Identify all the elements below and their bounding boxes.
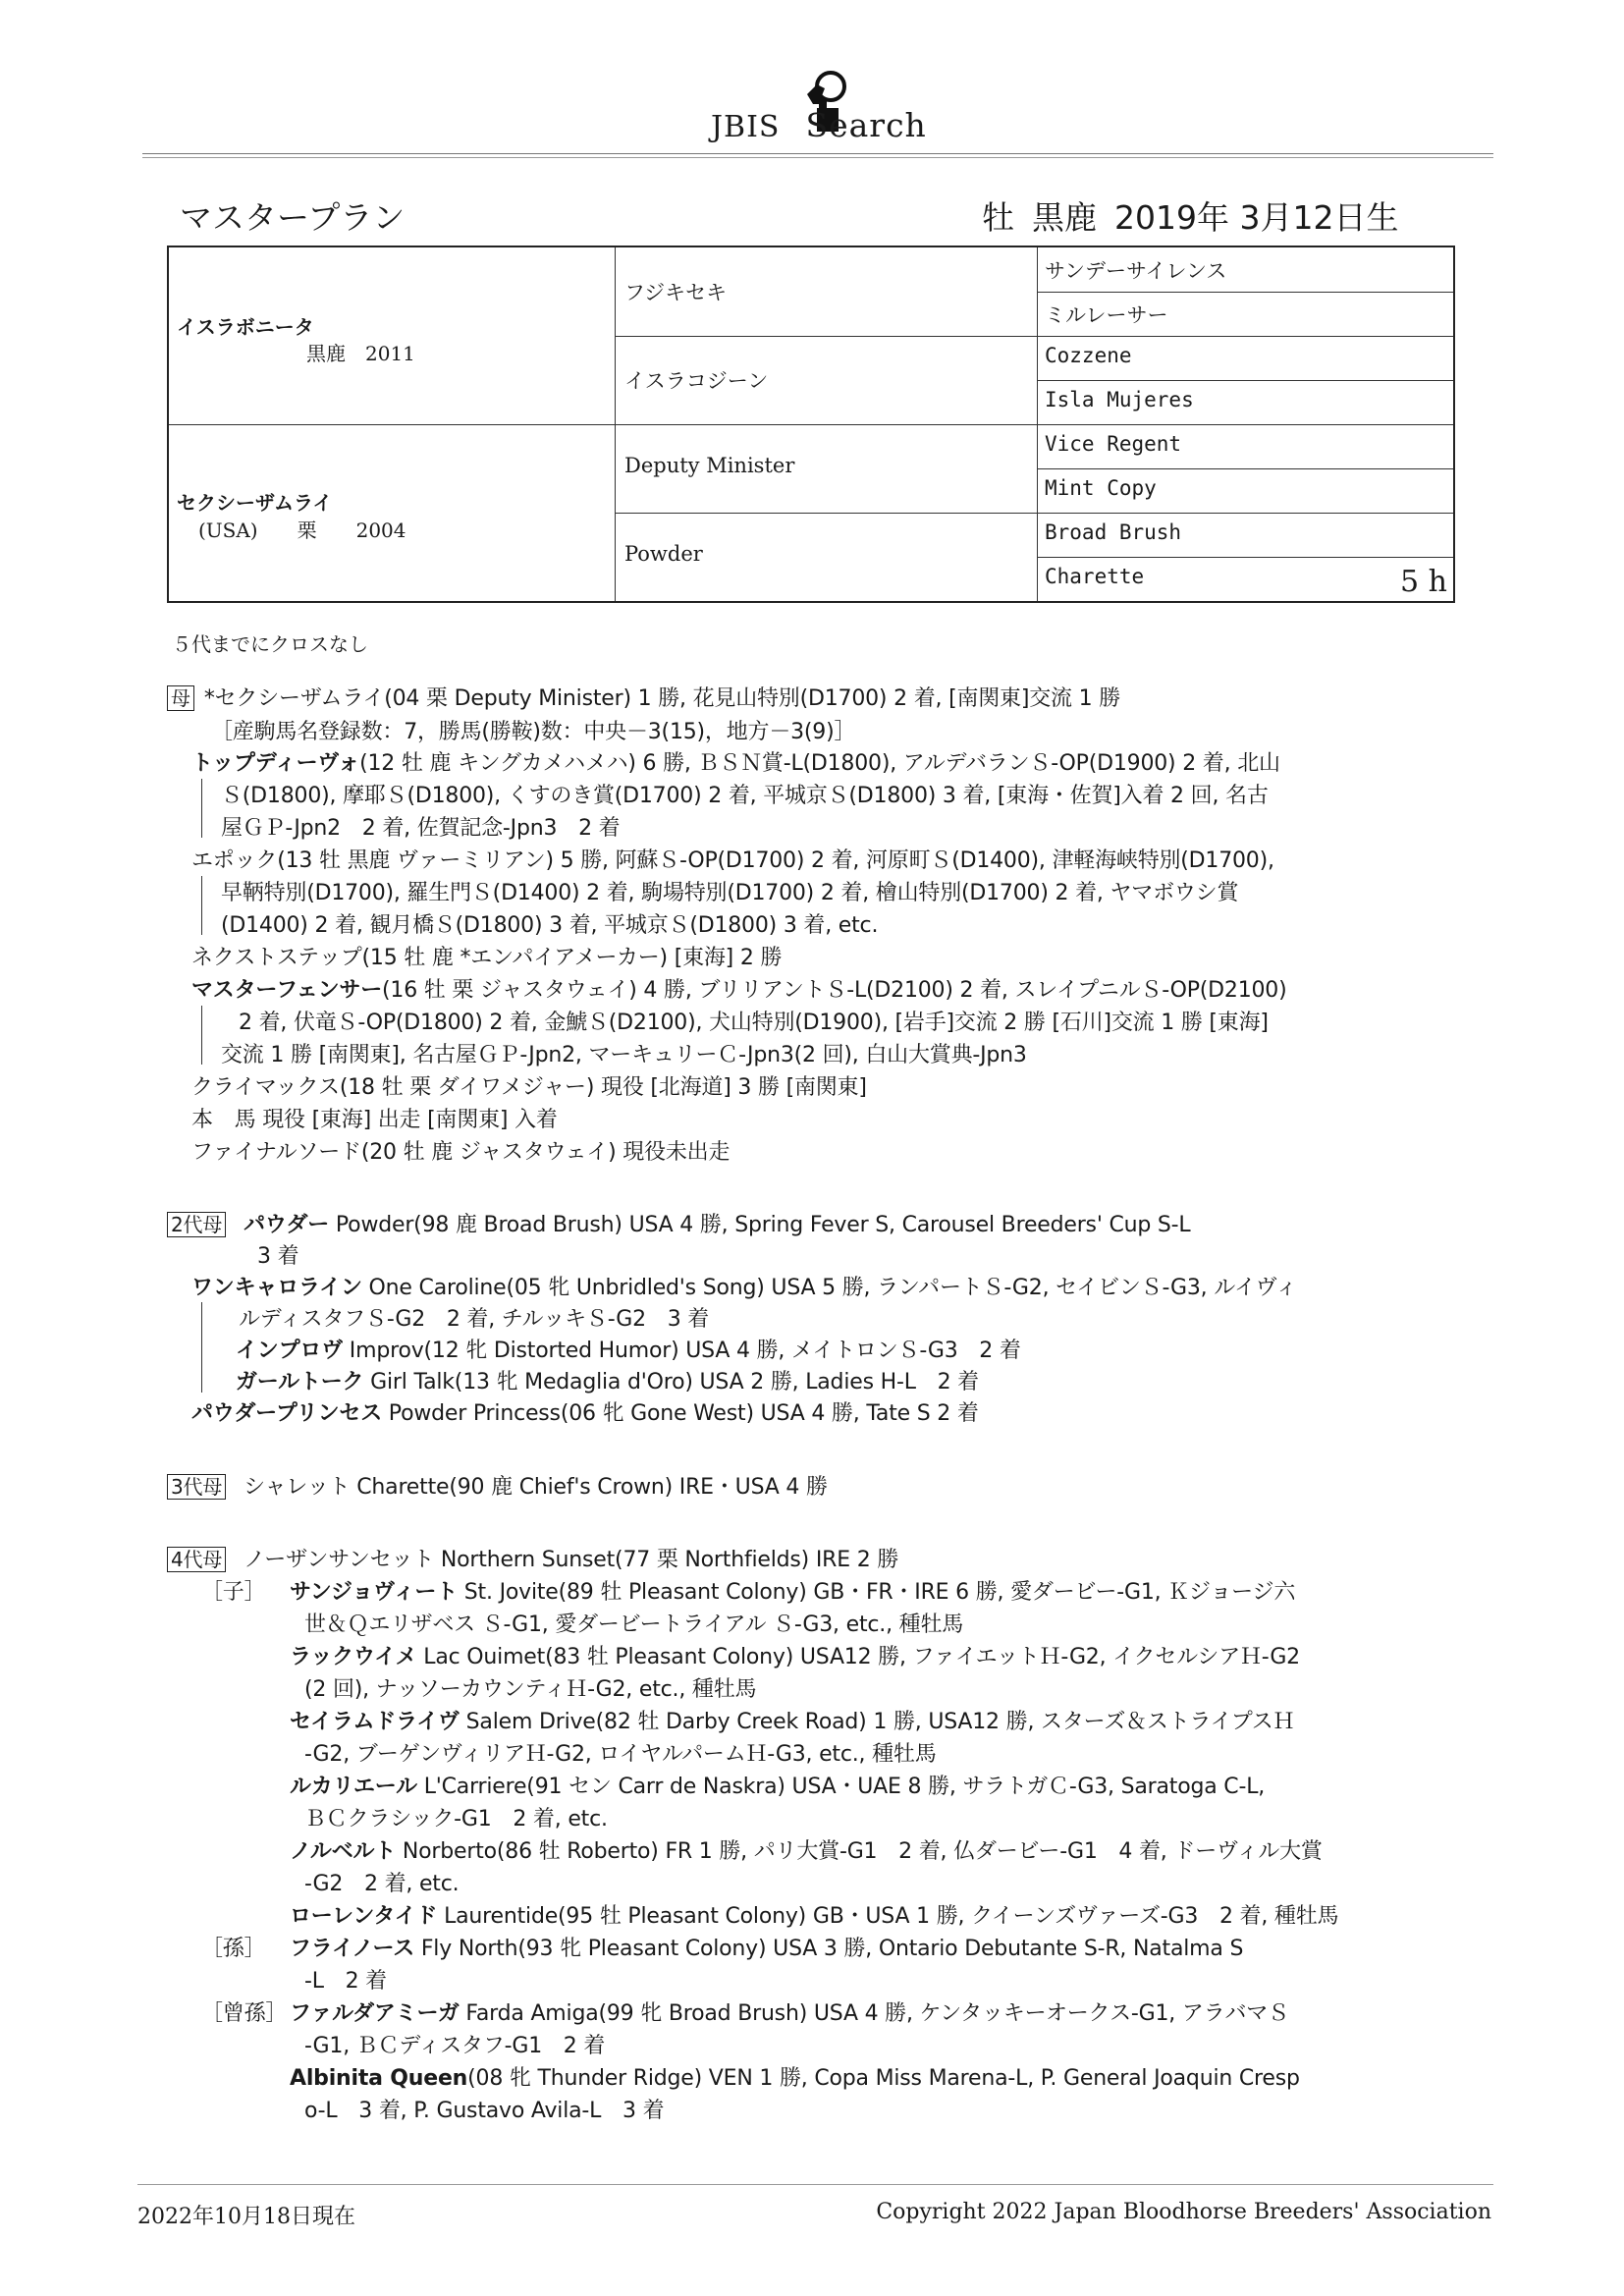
inbreed-badge: 5 h — [1400, 565, 1447, 599]
horse-birth: 2019年 3月12日生 — [1114, 198, 1399, 237]
pedigree-g3-4: Isla Mujeres — [1045, 388, 1194, 411]
second-dam-progeny: ルディスタフＳ-G2 2 着, チルッキＳ-G2 3 着 — [239, 1307, 710, 1332]
fourth-dam-line: 4代母 ノーザンサンセット Northern Sunset(77 栗 Northfields) IRE 2 勝 — [167, 1543, 898, 1573]
fourth-dam-progeny: (2 回), ナッソーカウンティＨ-G2, etc., 種牡馬 — [304, 1677, 757, 1702]
footer-rule — [137, 2184, 1493, 2185]
footer-copyright: Copyright 2022 Japan Bloodhorse Breeders' Association — [876, 2200, 1491, 2224]
pedigree-g3-8: Charette — [1045, 565, 1145, 588]
cross-note: ５代までにクロスなし — [172, 632, 368, 656]
progeny-line: ネクストステップ(15 牡 鹿 *エンパイアメーカー) [東海] 2 勝 — [191, 946, 783, 970]
progeny-line: 本 馬 現役 [東海] 出走 [南関東] 入着 — [191, 1108, 558, 1132]
sire-info: 黒鹿 2011 — [306, 342, 415, 365]
pedigree-g2-1: フジキセキ — [624, 281, 728, 304]
dam-name: セクシーザムライ — [177, 491, 333, 515]
pedigree-g2-2: イスラコジーン — [624, 369, 769, 393]
progeny-line: マスターフェンサー(16 牡 栗 ジャスタウェイ) 4 勝, ブリリアントＳ-L(D2100) 2 着, スレイプニルＳ-OP(D2100) — [191, 978, 1287, 1003]
dam-info: (USA) 栗 2004 — [198, 519, 406, 542]
pedigree-g2-4: Powder — [624, 542, 703, 566]
progeny-line: エポック(13 牡 黒鹿 ヴァーミリアン) 5 勝, 阿蘇Ｓ-OP(D1700) 2 着, 河原町Ｓ(D1400), 津軽海峡特別(D1700), — [191, 848, 1274, 873]
sire-name: イスラボニータ — [177, 315, 314, 339]
second-dam-line: 2代母 パウダー Powder(98 鹿 Broad Brush) USA 4 勝, Spring Fever S, Carousel Breeders' Cup S-L — [167, 1208, 1190, 1238]
horse-color: 黒鹿 — [1032, 198, 1097, 237]
logo-text: JBIS Search — [711, 106, 927, 144]
progeny-line: 早鞆特別(D1700), 羅生門Ｓ(D1400) 2 着, 駒場特別(D1700) 2 着, 檜山特別(D1700) 2 着, ヤマボウシ賞 — [221, 881, 1239, 905]
pedigree-g3-5: Vice Regent — [1045, 432, 1182, 456]
pedigree-table — [167, 246, 1455, 603]
fourth-dam-progeny: -G2 2 着, etc. — [304, 1872, 460, 1896]
horse-sex: 牡 — [982, 198, 1014, 237]
pedigree-g3-3: Cozzene — [1045, 344, 1132, 367]
horse-profile — [982, 192, 1398, 239]
header-rule — [142, 153, 1493, 158]
tag-dam: 母 — [167, 685, 194, 711]
second-dam-progeny: インプロヴ Improv(12 牝 Distorted Humor) USA 4 勝, メイトロンＳ-G3 2 着 — [236, 1339, 1021, 1363]
fourth-dam-progeny: ラックウイメ Lac Ouimet(83 牡 Pleasant Colony) USA12 勝, ファイエットＨ-G2, イクセルシアＨ-G2 — [290, 1645, 1300, 1669]
progeny-line: 交流 1 勝 [南関東], 名古屋ＧＰ-Jpn2, マーキュリーＣ-Jpn3(2 回), 白山大賞典-Jpn3 — [221, 1043, 1027, 1067]
horse-name: マスタープラン — [180, 198, 406, 237]
label-great-grandchild: ［曾孫］ — [201, 2001, 288, 2026]
progeny-line: トップディーヴォ(12 牡 鹿 キングカメハメハ) 6 勝, ＢＳＮ賞-L(D1800), アルデバランＳ-OP(D1900) 2 着, 北山 — [191, 751, 1280, 776]
fourth-dam-progeny: ノルベルト Norberto(86 牡 Roberto) FR 1 勝, パリ大賞-G1 2 着, 仏ダービー-G1 4 着, ドーヴィル大賞 — [290, 1839, 1323, 1864]
tag-third-dam: 3代母 — [167, 1474, 226, 1500]
progeny-line: Ｓ(D1800), 摩耶Ｓ(D1800), くすのき賞(D1700) 2 着, 平城京Ｓ(D1800) 3 着, [東海・佐賀]入着 2 回, 名古 — [221, 784, 1269, 808]
pedigree-g3-7: Broad Brush — [1045, 520, 1182, 544]
tag-second-dam: 2代母 — [167, 1212, 226, 1237]
fourth-dam-progeny: サンジョヴィート St. Jovite(89 牡 Pleasant Colony) GB・FR・IRE 6 勝, 愛ダービー-G1, Ｋジョージ六 — [290, 1580, 1296, 1605]
progeny-line: ファイナルソード(20 牡 鹿 ジャスタウェイ) 現役未出走 — [191, 1140, 731, 1165]
third-dam-line: 3代母 シャレット Charette(90 鹿 Chief's Crown) IRE・USA 4 勝 — [167, 1470, 828, 1501]
label-grandchild: ［孫］ — [201, 1937, 266, 1961]
progeny-line: 2 着, 伏竜Ｓ-OP(D1800) 2 着, 金鯱Ｓ(D2100), 犬山特別(D1900), [岩手]交流 2 勝 [石川]交流 1 勝 [東海] — [239, 1011, 1269, 1035]
tag-fourth-dam: 4代母 — [167, 1547, 226, 1572]
fourth-dam-progeny: セイラムドライヴ Salem Drive(82 牡 Darby Creek Road) 1 勝, USA12 勝, スターズ＆ストライプスＨ — [290, 1710, 1295, 1734]
fourth-dam-great-grandchild: Albinita Queen(08 牝 Thunder Ridge) VEN 1 勝, Copa Miss Marena-L, P. General Joaquin Cresp — [290, 2066, 1300, 2091]
footer-date: 2022年10月18日現在 — [137, 2205, 355, 2229]
progeny-line: 屋ＧＰ-Jpn2 2 着, 佐賀記念-Jpn3 2 着 — [221, 816, 621, 841]
second-dam-progeny: ガールトーク Girl Talk(13 牝 Medaglia d'Oro) USA 2 勝, Ladies H-L 2 着 — [236, 1370, 979, 1394]
second-dam-progeny: ワンキャロライン One Caroline(05 牝 Unbridled's Song) USA 5 勝, ランパートＳ-G2, セイビンＳ-G3, ルイヴィ — [191, 1276, 1298, 1300]
dam-line: 母 *セクシーザムライ(04 栗 Deputy Minister) 1 勝, 花見山特別(D1700) 2 着, [南関東]交流 1 勝 — [167, 682, 1120, 712]
fourth-dam-grandchild: -L 2 着 — [304, 1969, 387, 1994]
fourth-dam-progeny: ＢＣクラシック-G1 2 着, etc. — [304, 1807, 608, 1831]
fourth-dam-progeny: -G2, ブーゲンヴィリアＨ-G2, ロイヤルパームＨ-G3, etc., 種牡馬 — [304, 1742, 937, 1767]
pedigree-g3-2: ミルレーサー — [1045, 303, 1168, 327]
dam-stats: ［産駒馬名登録数：7，勝馬(勝鞍)数：中央－3(15)，地方－3(9)］ — [211, 720, 856, 744]
label-child: ［子］ — [201, 1580, 266, 1605]
pedigree-g2-3: Deputy Minister — [624, 454, 795, 477]
second-dam-line: 3 着 — [257, 1244, 299, 1269]
pedigree-g3-1: サンデーサイレンス — [1045, 259, 1227, 283]
fourth-dam-great-grandchild: ファルダアミーガ Farda Amiga(99 牝 Broad Brush) USA 4 勝, ケンタッキーオークス-G1, アラバマＳ — [290, 2001, 1289, 2026]
fourth-dam-grandchild: フライノース Fly North(93 牝 Pleasant Colony) USA 3 勝, Ontario Debutante S-R, Natalma S — [290, 1937, 1244, 1961]
progeny-line: クライマックス(18 牡 栗 ダイワメジャー) 現役 [北海道] 3 勝 [南関東] — [191, 1075, 867, 1100]
fourth-dam-progeny: 世＆Ｑエリザベス Ｓ-G1, 愛ダービートライアル Ｓ-G3, etc., 種牡馬 — [304, 1613, 964, 1637]
fourth-dam-progeny: ローレンタイド Laurentide(95 牡 Pleasant Colony) GB・USA 1 勝, クイーンズヴァーズ-G3 2 着, 種牡馬 — [290, 1904, 1339, 1929]
fourth-dam-great-grandchild: -G1, ＢＣディスタフ-G1 2 着 — [304, 2034, 606, 2058]
second-dam-progeny: パウダープリンセス Powder Princess(06 牝 Gone West) USA 4 勝, Tate S 2 着 — [191, 1401, 979, 1426]
pedigree-g3-6: Mint Copy — [1045, 476, 1157, 500]
fourth-dam-progeny: ルカリエール L'Carriere(91 セン Carr de Naskra) USA・UAE 8 勝, サラトガＣ-G3, Saratoga C-L, — [290, 1775, 1266, 1799]
progeny-line: (D1400) 2 着, 観月橋Ｓ(D1800) 3 着, 平城京Ｓ(D1800) 3 着, etc. — [221, 913, 879, 938]
fourth-dam-great-grandchild: o-L 3 着, P. Gustavo Avila-L 3 着 — [304, 2099, 665, 2123]
